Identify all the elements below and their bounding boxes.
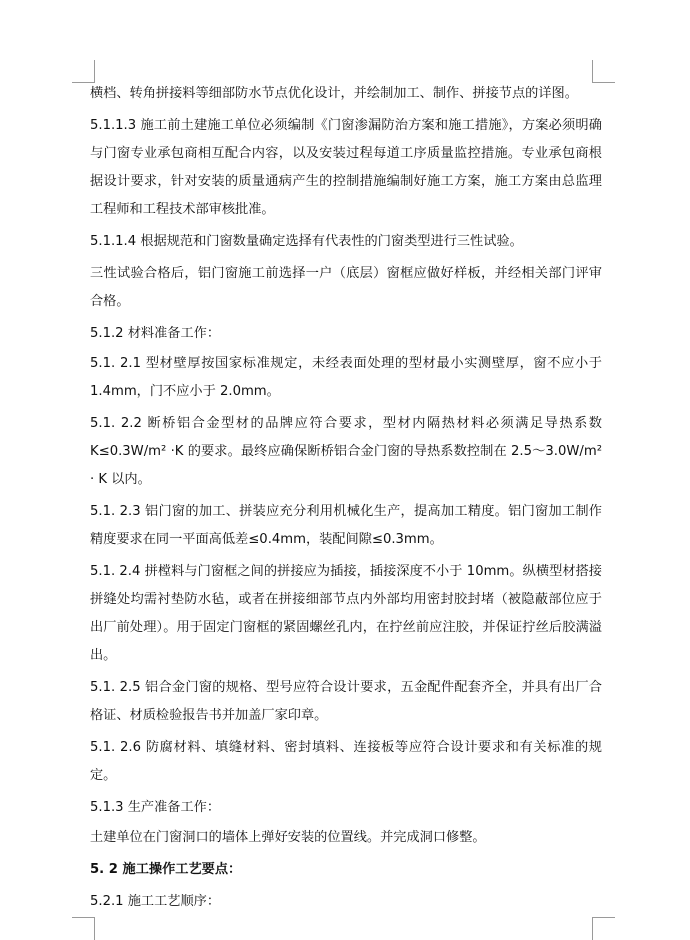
- paragraph-5-1-2-1: 5.1. 2.1 型材壁厚按国家标准规定，未经表面处理的型材最小实测壁厚，窗不应小于 1.4mm，门不应小于 2.0mm。: [90, 356, 602, 399]
- paragraph-5-1-2-4: 5.1. 2.4 拼樘料与门窗框之间的拼接应为插接，插接深度不小于 10mm。纵横型材搭接拼缝处均需衬垫防水毡，或者在拼接细部节点内外部均用密封胶封堵（被隐蔽部位应于出厂前处理）。用于固定门窗框的紧固螺丝孔内，在拧丝前应注胶，并保证拧丝后胶满溢出。: [90, 564, 602, 663]
- section-5-1-2-title: 5.1.2 材料准备工作：: [90, 326, 221, 341]
- paragraph-5-1-1-3: 5.1.1.3 施工前土建施工单位必须编制《门窗渗漏防治方案和施工措施》，方案必须明确与门窗专业承包商相互配合内容，以及安装过程每道工序质量监控措施。专业承包商根据设计要求，针对安装的质量通病产生的控制措施编制好施工方案，施工方案由总监理工程师和工程技术部审核批准。: [90, 118, 602, 217]
- paragraph-5-1-2-2: 5.1. 2.2 断桥铝合金型材的品牌应符合要求，型材内隔热材料必须满足导热系数 K≤0.3W/m² ·K 的要求。最终应确保断桥铝合金门窗的导热系数控制在 2.5～3.0W/m² · K 以内。: [90, 416, 602, 487]
- section-5-2-1-title: 5.2.1 施工工艺顺序：: [90, 894, 221, 909]
- section-5-2-heading: 5. 2 施工操作工艺要点：: [90, 862, 242, 877]
- paragraph-5-1-1-4: 5.1.1.4 根据规范和门窗数量确定选择有代表性的门窗类型进行三性试验。: [90, 234, 523, 249]
- paragraph-5-1-2-6: 5.1. 2.6 防腐材料、填缝材料、密封填料、连接板等应符合设计要求和有关标准的规定。: [90, 740, 602, 783]
- paragraph-5-1-2-5: 5.1. 2.5 铝合金门窗的规格、型号应符合设计要求，五金配件配套齐全，并具有出厂合格证、材质检验报告书并加盖厂家印章。: [90, 680, 602, 723]
- paragraph-detail-design: 横档、转角拼接料等细部防水节点优化设计，并绘制加工、制作、拼接节点的详图。: [90, 86, 578, 101]
- paragraph-sample-window: 三性试验合格后，铝门窗施工前选择一户（底层）窗框应做好样板，并经相关部门评审合格。: [90, 266, 602, 309]
- document-body: [90, 80, 602, 920]
- paragraph-position-line: 土建单位在门窗洞口的墙体上弹好安装的位置线。并完成洞口修整。: [90, 830, 486, 845]
- section-5-1-3-title: 5.1.3 生产准备工作：: [90, 800, 221, 815]
- paragraph-5-1-2-3: 5.1. 2.3 铝门窗的加工、拼装应充分利用机械化生产，提高加工精度。铝门窗加工制作精度要求在同一平面高低差≤0.4mm，装配间隙≤0.3mm。: [90, 504, 602, 547]
